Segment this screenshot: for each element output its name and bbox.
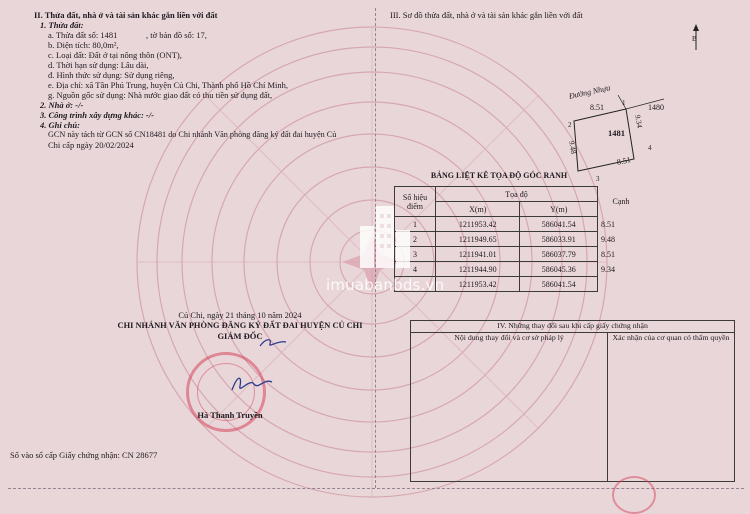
vertex-2-label: 2 bbox=[568, 121, 572, 129]
edge-length: 8.51 bbox=[601, 249, 615, 259]
initial-signature bbox=[258, 336, 288, 350]
edge-right-label: 9.34 bbox=[633, 114, 645, 129]
x-coordinate: 1211953.42 bbox=[436, 277, 520, 292]
building-logo-icon bbox=[350, 200, 420, 272]
form-line: đ. Hình thức sử dụng: Sử dụng riêng, bbox=[48, 70, 175, 80]
point-id: 3 bbox=[395, 247, 436, 262]
edge-left-label: 9.48 bbox=[567, 140, 579, 155]
y-coordinate: 586041.54 bbox=[520, 277, 598, 292]
coordinate-table-title: BẢNG LIỆT KÊ TỌA ĐỘ GÓC RANH bbox=[430, 171, 568, 180]
x-coordinate: 1211941.01 bbox=[436, 247, 520, 262]
signer-name: Hà Thanh Truyền bbox=[197, 410, 263, 420]
north-label: B bbox=[692, 35, 697, 43]
section-ii-title: II. Thửa đất, nhà ở và tài sản khác gắn liền với đất bbox=[34, 10, 218, 20]
y-coordinate: 586045.36 bbox=[520, 262, 598, 277]
point-id: 4 bbox=[395, 262, 436, 277]
area-line: b. Diện tích: 80,0m², bbox=[48, 40, 119, 50]
section-iii-title: III. Sơ đồ thửa đất, nhà ở và tài sản khác gắn liền với đất bbox=[390, 10, 583, 20]
x-coordinate: 1211949.65 bbox=[436, 232, 520, 247]
col-coord-header: Tọa độ bbox=[436, 187, 598, 202]
point-id: 1 bbox=[395, 217, 436, 232]
table-row bbox=[395, 217, 645, 232]
col-y-header: Y(m) bbox=[520, 202, 598, 217]
edge-length: 9.48 bbox=[601, 234, 615, 244]
note-line-1: GCN này tách từ GCN số CN18481 do Chi nhánh Văn phòng đăng ký đất đai huyện Củ bbox=[48, 130, 337, 139]
col-x-header: X(m) bbox=[436, 202, 520, 217]
parcel-number-label: 1481 bbox=[608, 128, 625, 138]
col-point-header: Số hiệu điểm bbox=[395, 187, 436, 217]
origin-line: g. Nguồn gốc sử dụng: Nhà nước giao đất có thu tiền sử dụng đất, bbox=[48, 90, 273, 100]
y-coordinate: 586041.54 bbox=[520, 217, 598, 232]
edge-length: 9.34 bbox=[601, 264, 615, 274]
y-coordinate: 586033.91 bbox=[520, 232, 598, 247]
vertex-1-label: 1 bbox=[622, 99, 626, 107]
changes-title: IV. Những thay đổi sau khi cấp giấy chứng nhận bbox=[411, 321, 735, 333]
office-name: CHI NHÁNH VĂN PHÒNG ĐĂNG KÝ ĐẤT ĐAI HUYỆN CỦ CHI bbox=[117, 321, 363, 330]
x-coordinate: 1211953.42 bbox=[436, 217, 520, 232]
land-type-line: c. Loại đất: Đất ở tại nông thôn (ONT), bbox=[48, 50, 182, 60]
edge-empty bbox=[598, 277, 645, 292]
sign-date: Củ Chi, ngày 21 tháng 10 năm 2024 bbox=[178, 310, 302, 320]
sheet-line: , tờ bản đồ số: 17, bbox=[146, 30, 207, 40]
neighbor-parcel-label: 1480 bbox=[648, 103, 664, 112]
changes-col2-header: Xác nhận của cơ quan có thẩm quyền bbox=[608, 333, 735, 482]
note-line-2: Chi cấp ngày 20/02/2024 bbox=[48, 140, 134, 150]
director-title: GIÁM ĐỐC bbox=[217, 331, 263, 341]
col-edge-header: Cạnh bbox=[612, 197, 630, 206]
watermark-text: imuabanbds.vn bbox=[326, 276, 445, 294]
edge-bottom-label: 8.51 bbox=[616, 155, 632, 167]
vertex-3-label: 3 bbox=[596, 175, 600, 183]
construction-line: 3. Công trình xây dựng khác: -/- bbox=[40, 110, 154, 120]
point-id: 2 bbox=[395, 232, 436, 247]
vertex-4-label: 4 bbox=[648, 144, 652, 152]
land-header: 1. Thửa đất: bbox=[40, 20, 84, 30]
y-coordinate: 586037.79 bbox=[520, 247, 598, 262]
edge-length: 8.51 bbox=[601, 219, 615, 229]
term-line: d. Thời hạn sử dụng: Lâu dài, bbox=[48, 60, 149, 70]
x-coordinate: 1211944.90 bbox=[436, 262, 520, 277]
edge-top-label: 8.51 bbox=[590, 103, 604, 112]
certificate-number: Số vào sổ cấp Giấy chứng nhận: CN 28677 bbox=[10, 450, 158, 460]
changes-table bbox=[410, 320, 735, 482]
table-row bbox=[395, 232, 645, 247]
table-row bbox=[395, 247, 645, 262]
changes-col1-header: Nội dung thay đổi và cơ sở pháp lý bbox=[411, 333, 608, 482]
road-label: Đường Nhựa bbox=[568, 83, 612, 101]
address-line: e. Địa chỉ: xã Tân Phú Trung, huyện Củ Chi, Thành phố Hồ Chí Minh, bbox=[48, 80, 289, 90]
director-signature bbox=[228, 370, 276, 398]
parcel-line: a. Thửa đất số: 1481 bbox=[48, 30, 118, 40]
notes-header: 4. Ghi chú: bbox=[40, 120, 80, 130]
table-row bbox=[395, 262, 645, 277]
house-line: 2. Nhà ở: -/- bbox=[40, 100, 84, 110]
small-red-stamp bbox=[612, 476, 656, 514]
